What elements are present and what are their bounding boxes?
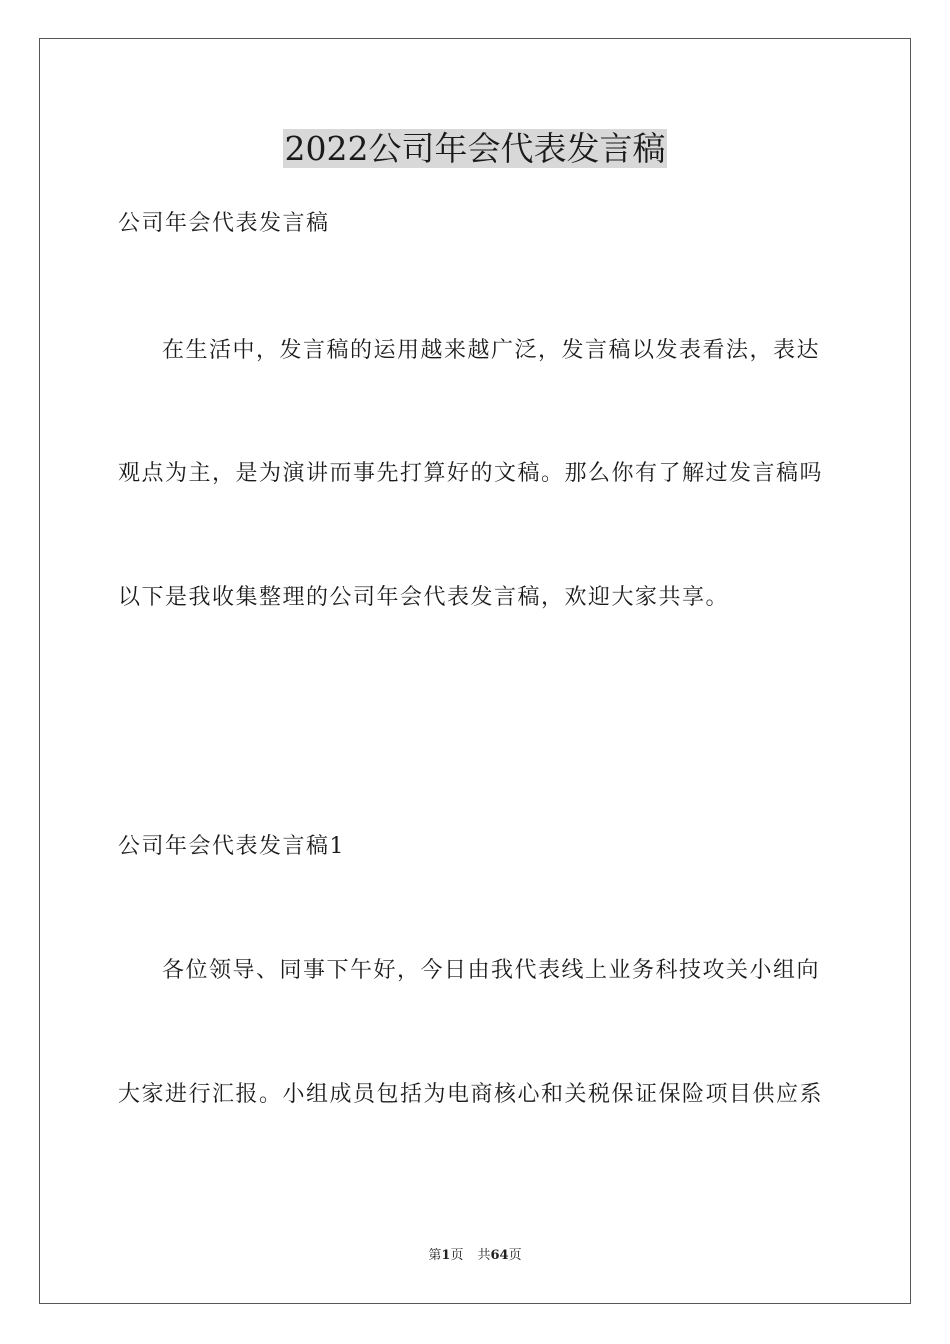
footer-page-suffix: 页 <box>450 1248 464 1263</box>
section-heading: 公司年会代表发言稿1 <box>118 834 345 859</box>
subtitle-line: 公司年会代表发言稿 <box>118 211 330 236</box>
paragraph-line: 各位领导、同事下午好，今日由我代表线上业务科技攻关小组向 <box>162 958 821 983</box>
paragraph-line: 以下是我收集整理的公司年会代表发言稿，欢迎大家共享。 <box>118 585 730 610</box>
document-title-text: 2022公司年会代表发言稿 <box>284 129 666 168</box>
document-title <box>0 128 950 170</box>
page-footer <box>0 1247 950 1265</box>
paragraph-line: 大家进行汇报。小组成员包括为电商核心和关税保证保险项目供应系 <box>118 1082 824 1107</box>
footer-total-suffix: 页 <box>508 1248 522 1263</box>
footer-total-prefix: 共 <box>477 1248 491 1263</box>
footer-total-pages: 64 <box>490 1248 509 1263</box>
paragraph-line: 观点为主，是为演讲而事先打算好的文稿。那么你有了解过发言稿吗 <box>118 461 824 486</box>
footer-page-number: 1 <box>441 1248 451 1263</box>
footer-page-prefix: 第 <box>428 1248 442 1263</box>
paragraph-line: 在生活中，发言稿的运用越来越广泛，发言稿以发表看法，表达 <box>162 338 821 363</box>
